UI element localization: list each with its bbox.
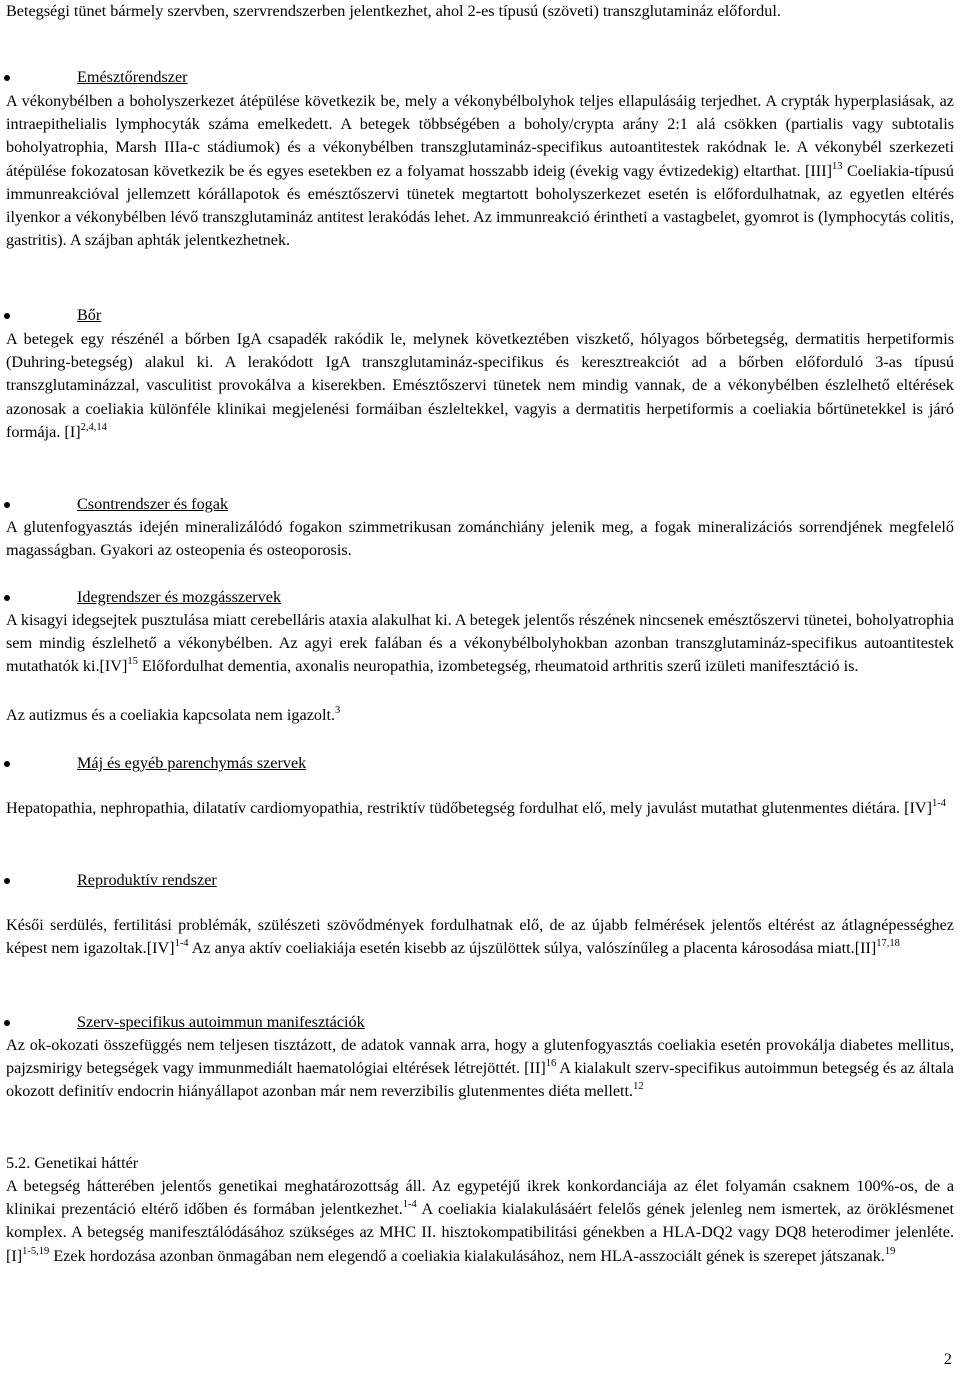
citation-superscript: 16	[545, 1058, 557, 1070]
section-heading-bones-teeth: Csontrendszer és fogak	[0, 493, 960, 516]
citation-superscript: 2,4,14	[80, 421, 107, 433]
citation-superscript: 3	[335, 705, 341, 716]
paragraph-autoimmune: Az ok-okozati összefüggés nem teljesen tisztázott, de adatok vannak arra, hogy a glutenfogyasztás coeliakia esetén provokálja diabetes mellitus, pajzsmirigy betegségek vagy immunmediált haematológiai eltérések létrejöttét. [II]$^{16}$ A kialakult szerv-specifikus autoimmun betegség és az általa okozott definitív endocrin hiányállapot azonban már nem reverzibilis glutenmentes diéta mellett.$^{12}$	[6, 1036, 954, 1101]
bullet-icon	[4, 1020, 10, 1026]
bullet-icon	[4, 595, 10, 601]
paragraph-bones-teeth: A glutenfogyasztás idején mineralizálódó fogakon szimmetrikusan zománchiány jelenik meg, a fogak mineralizációs sorrendjének megfelelő magasságban. Gyakori az osteopenia és osteoporosis.	[6, 518, 954, 560]
page-number: 2	[943, 1350, 952, 1368]
citation-superscript: 15	[127, 656, 138, 668]
paragraph-liver: Hepatopathia, nephropathia, dilatatív cardiomyopathia, restriktív tüdőbetegség fordulhat elő, mely javulást mutathat glutenmentes diétára. [IV]$^{1-4}$	[6, 798, 946, 817]
bullet-icon	[4, 75, 10, 81]
paragraph-digestive: A vékonybélben a boholyszerkezet átépülése következik be, mely a vékonybélbolyhok teljes ellapulásáig terjedhet. A crypták hyperplasiásak, az intraepithelialis lymphocyták száma emelkedett. A betegek többségében a boholy/crypta arány 2:1 alá csökken (partialis vagy subtotalis boholyatrophia, Marsh IIIa-c stádiumok) és a vékonybélben transzglutamináz-specifikus autoantitestek rakódnak le. A vékonybél szerkezeti átépülése fokozatosan következik be és egyes esetekben ez a folyamat hosszabb ideig (évekig vagy évtizedekig) eltarthat. [III]$^{13}$ Coeliakia-típusú immunreakcióval jellemzett kórállapotok és emésztőszervi tünetek megtartott boholyszerkezet esetén is előfordulhatnak, az egyetlen eltérés ilyenkor a vékonybélben lévő transzglutamináz antitest lerakódás lehet. Az immunreakció érintheti a vastagbelet, gyomrot is (lymphocytás colitis, gastritis). A szájban aphták jelentkezhetnek.	[6, 92, 954, 250]
bullet-icon	[4, 878, 10, 884]
section-heading-autoimmune: Szerv-specifikus autoimmun manifesztációk	[0, 1011, 960, 1034]
citation-superscript: 1-4	[402, 1199, 417, 1211]
intro-paragraph: Betegségi tünet bármely szervben, szervrendszerben jelentkezhet, ahol 2-es típusú (szöveti) transzglutamináz előfordul.	[6, 2, 781, 20]
citation-superscript: 1-4	[932, 798, 946, 809]
paragraph-reproductive: Késői serdülés, fertilitási problémák, szülészeti szövődmények fordulhatnak elő, de az újabb felmérések jelentős eltérést az átlagnépességhez képest nem igazoltak.[IV]$^{1-4}$ Az anya aktív coeliakiája esetén kisebb az újszülöttek súlya, valószínűleg a placenta károsodása miatt.[II]$^{17,18}$	[6, 916, 954, 958]
section-heading-skin: Bőr	[0, 304, 960, 327]
section-heading-genetics: 5.2. Genetikai háttér	[6, 1154, 139, 1172]
paragraph-autism: Az autizmus és a coeliakia kapcsolata nem igazolt.$^3$	[6, 705, 341, 724]
citation-superscript: 13	[831, 160, 843, 172]
bullet-icon	[4, 313, 10, 319]
paragraph-nervous: A kisagyi idegsejtek pusztulása miatt cerebelláris ataxia alakulhat ki. A betegek jelentős részének nincsenek emésztőszervi tünetei, boholyatrophia sem mindig észlelhető a vékonybélben. Az agyi erek falában és a vékonybélbolyhokban azonban transzglutamináz-specifikus autoantitestek mutathatók ki.[IV]$^{15}$ Előfordulhat dementia, axonalis neuropathia, izombetegség, rheumatoid arthritis szerű izületi manifesztáció is.	[6, 611, 954, 676]
citation-superscript: 19	[884, 1245, 896, 1257]
citation-superscript: 12	[633, 1081, 644, 1093]
section-heading-reproductive: Reproduktív rendszer	[0, 869, 960, 892]
paragraph-genetics: A betegség hátterében jelentős genetikai meghatározottság áll. Az egypetéjű ikrek konkordanciája az élet folyamán csaknem 100%-os, de a klinikai prezentáció eltérő időben és formában jelentkezhet.$^{1-4}$ A coeliakia kialakulásáért felelős gének jelenleg nem ismertek, az öröklésmenet komplex. A betegség manifesztálódásához szükséges az MHC II. hisztokompatibilitási génekben a HLA-DQ2 vagy DQ8 heterodimer jelenléte. $[I]^{1-5,19}$ Ezek hordozása azonban önmagában nem elegendő a coeliakia kialakulásához, nem HLA-asszociált gének is szerepet játszanak.$^{19}$	[6, 1177, 954, 1265]
bullet-icon	[4, 502, 10, 508]
citation-superscript: 17,18	[876, 938, 900, 950]
bullet-icon	[4, 761, 10, 767]
citation-superscript: 1-5,19	[22, 1245, 50, 1257]
section-heading-digestive: Emésztőrendszer	[0, 66, 960, 89]
section-heading-liver: Máj és egyéb parenchymás szervek	[0, 752, 960, 775]
section-heading-nervous: Idegrendszer és mozgásszervek	[0, 586, 960, 609]
citation-superscript: 1-4	[174, 938, 189, 950]
paragraph-skin: A betegek egy részénél a bőrben IgA csapadék rakódik le, melynek következtében viszkető, hólyagos bőrbetegség, dermatitis herpetiformis (Duhring-betegség) alakul ki. A lerakódott IgA transzglutamináz-specifikus és keresztreakciót ad a bőrben előforduló 3-as típusú transzglutaminázzal, vasculitist provokálva a kiserekben. Emésztőszervi tünetek nem mindig vannak, de a vékonybélben észlelhető eltérések azonosak a coeliakia különféle klinikai megjelenési formáiban észleltekkel, vagyis a dermatitis herpetiformis a coeliakia bőrtünetekkel is járó formája. $[I]^{2,4,14}$	[6, 330, 954, 441]
